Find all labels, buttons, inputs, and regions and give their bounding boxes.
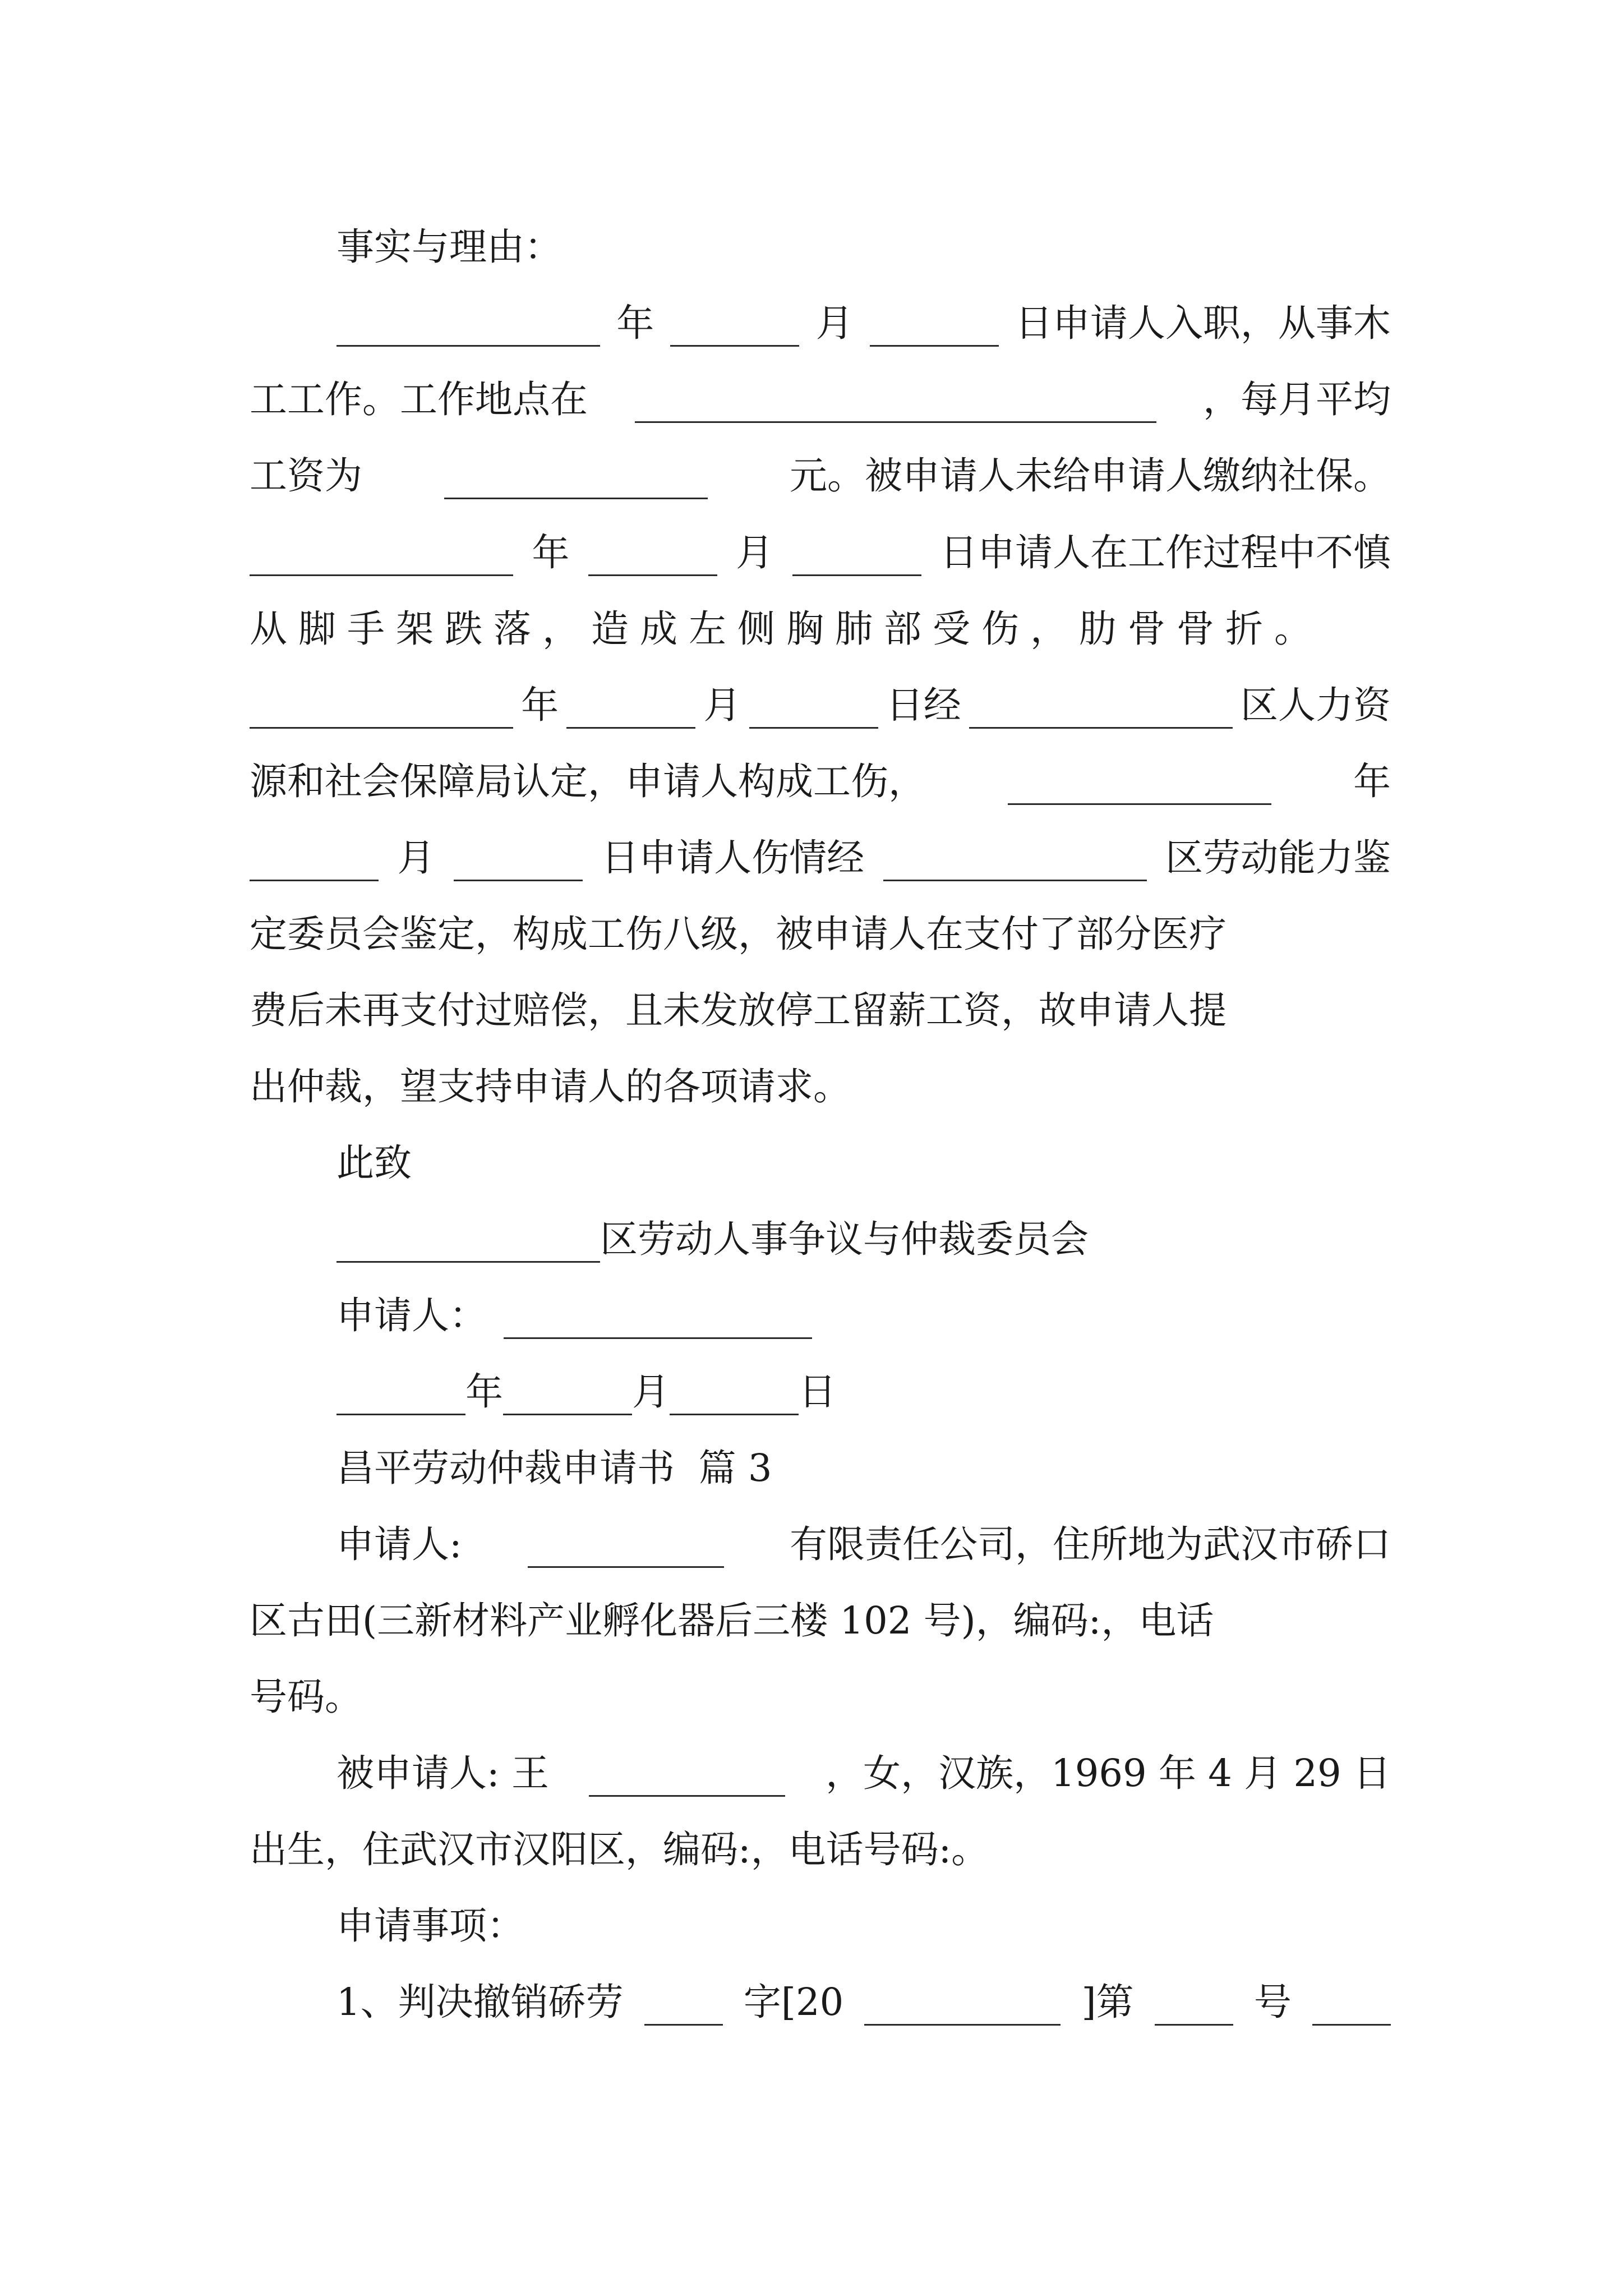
fact-text: 定委员会鉴定，构成工伤八级，被申请人在支付了部分医疗 — [250, 912, 1227, 956]
fact-text: 区人力资 — [1240, 683, 1391, 727]
fact-text: ，每月平均 — [1203, 378, 1391, 421]
blank-field[interactable] — [670, 1380, 799, 1415]
blank-field[interactable] — [644, 1990, 723, 2026]
month-label: 月 — [703, 683, 741, 727]
fact-text: 工工作。工作地点在 — [250, 378, 588, 421]
blank-field[interactable] — [566, 693, 695, 729]
date-line — [336, 1353, 1391, 1430]
request-text: 号 — [1253, 1980, 1292, 2024]
day-label: 日 — [799, 1370, 836, 1414]
applicant-text: 申请人: — [336, 1522, 462, 1566]
requests-heading — [336, 1887, 1391, 1964]
signature-blank[interactable] — [504, 1304, 812, 1339]
facts-heading — [336, 208, 1391, 286]
request-line-1 — [336, 1963, 1391, 2041]
fact-line-1 — [336, 284, 1391, 362]
fact-text: 工资为 — [250, 454, 362, 498]
year-label: 年 — [1353, 760, 1391, 803]
blank-field[interactable] — [336, 1227, 600, 1263]
fact-text: 日申请人入职，从事木 — [1015, 301, 1391, 345]
applicant-text: 号码。 — [250, 1675, 362, 1719]
month-label: 月 — [736, 531, 774, 574]
year-label: 年 — [532, 531, 570, 574]
blank-field[interactable] — [883, 846, 1147, 881]
facts-heading-text: 事实与理由： — [336, 225, 562, 269]
blank-field[interactable] — [528, 1533, 724, 1568]
blank-field[interactable] — [1155, 1990, 1233, 2026]
blank-field[interactable] — [792, 541, 921, 576]
fact-line-4 — [250, 514, 1391, 591]
month-label: 月 — [632, 1370, 670, 1414]
blank-field[interactable] — [670, 311, 799, 347]
blank-field[interactable] — [749, 693, 878, 729]
fact-line-3 — [250, 437, 1391, 514]
respondent-line-2 — [250, 1811, 1391, 1888]
blank-field[interactable] — [336, 311, 600, 347]
request-text: 字[20 — [743, 1980, 844, 2024]
respondent-text: 被申请人: 王 — [336, 1751, 549, 1795]
fact-text: 日经 — [886, 683, 961, 727]
fact-line-2 — [250, 361, 1391, 438]
respondent-text: 出生，住武汉市汉阳区，编码:，电话号码:。 — [250, 1828, 989, 1871]
respondent-line-1 — [336, 1734, 1391, 1812]
applicant-text: 有限责任公司，住所地为武汉市硚口 — [789, 1522, 1391, 1566]
section-title — [336, 1429, 1391, 1507]
section-title-text: 昌平劳动仲裁申请书 篇 3 — [336, 1446, 772, 1490]
fact-line-9 — [250, 895, 1391, 973]
applicant-text: 区古田(三新材料产业孵化器后三楼 102 号)，编码:，电话 — [250, 1599, 1214, 1642]
applicant-line-3 — [250, 1658, 1391, 1736]
closing-line — [336, 1124, 1391, 1202]
blank-field[interactable] — [444, 464, 708, 499]
year-label: 年 — [616, 301, 654, 345]
blank-field[interactable] — [870, 311, 999, 347]
blank-field[interactable] — [589, 1761, 785, 1797]
applicant-line-2 — [250, 1582, 1391, 1659]
fact-line-7 — [250, 743, 1391, 820]
blank-field[interactable] — [250, 846, 379, 881]
fact-text: 费后未再支付过赔偿，且未发放停工留薪工资，故申请人提 — [250, 988, 1227, 1032]
fact-text: 源和社会保障局认定，申请人构成工伤， — [250, 760, 926, 803]
fact-text: 元。被申请人未给申请人缴纳社保。 — [790, 454, 1391, 498]
committee-line — [336, 1200, 1391, 1278]
fact-text: 日申请人在工作过程中不慎 — [939, 531, 1391, 574]
fact-line-10 — [250, 972, 1391, 1049]
fact-text: 日申请人伤情经 — [601, 836, 865, 880]
fact-text: 区劳动能力鉴 — [1165, 836, 1391, 880]
fact-text: 从脚手架跌落，造成左侧胸肺部受伤，肋骨骨折。 — [250, 607, 1323, 651]
month-label: 月 — [815, 301, 854, 345]
applicant-signature-line — [336, 1277, 1391, 1354]
requests-heading-text: 申请事项： — [336, 1904, 524, 1948]
blank-field[interactable] — [588, 541, 717, 576]
blank-field[interactable] — [454, 846, 583, 881]
blank-field[interactable] — [969, 693, 1233, 729]
year-label: 年 — [521, 683, 559, 727]
fact-line-5 — [250, 590, 1391, 668]
fact-line-11 — [250, 1048, 1391, 1125]
fact-text: 出仲裁，望支持申请人的各项请求。 — [250, 1065, 851, 1108]
blank-field[interactable] — [250, 693, 513, 729]
respondent-text: ，女，汉族，1969 年 4 月 29 日 — [826, 1751, 1391, 1795]
request-text: 1、判决撤销硚劳 — [336, 1980, 624, 2024]
blank-field[interactable] — [635, 388, 1156, 423]
blank-field[interactable] — [1008, 770, 1271, 805]
committee-text: 区劳动人事争议与仲裁委员会 — [600, 1217, 1089, 1261]
blank-field[interactable] — [864, 1990, 1061, 2026]
request-text: ]第 — [1081, 1980, 1134, 2024]
applicant-line-1 — [336, 1506, 1391, 1583]
blank-field[interactable] — [336, 1380, 465, 1415]
applicant-label: 申请人： — [336, 1294, 487, 1337]
closing-text: 此致 — [336, 1141, 412, 1185]
blank-field[interactable] — [250, 541, 513, 576]
fact-line-6 — [250, 666, 1391, 744]
fact-line-8 — [250, 819, 1391, 896]
year-label: 年 — [465, 1370, 503, 1414]
blank-field[interactable] — [503, 1380, 632, 1415]
blank-field[interactable] — [1312, 1990, 1391, 2026]
month-label: 月 — [397, 836, 435, 880]
